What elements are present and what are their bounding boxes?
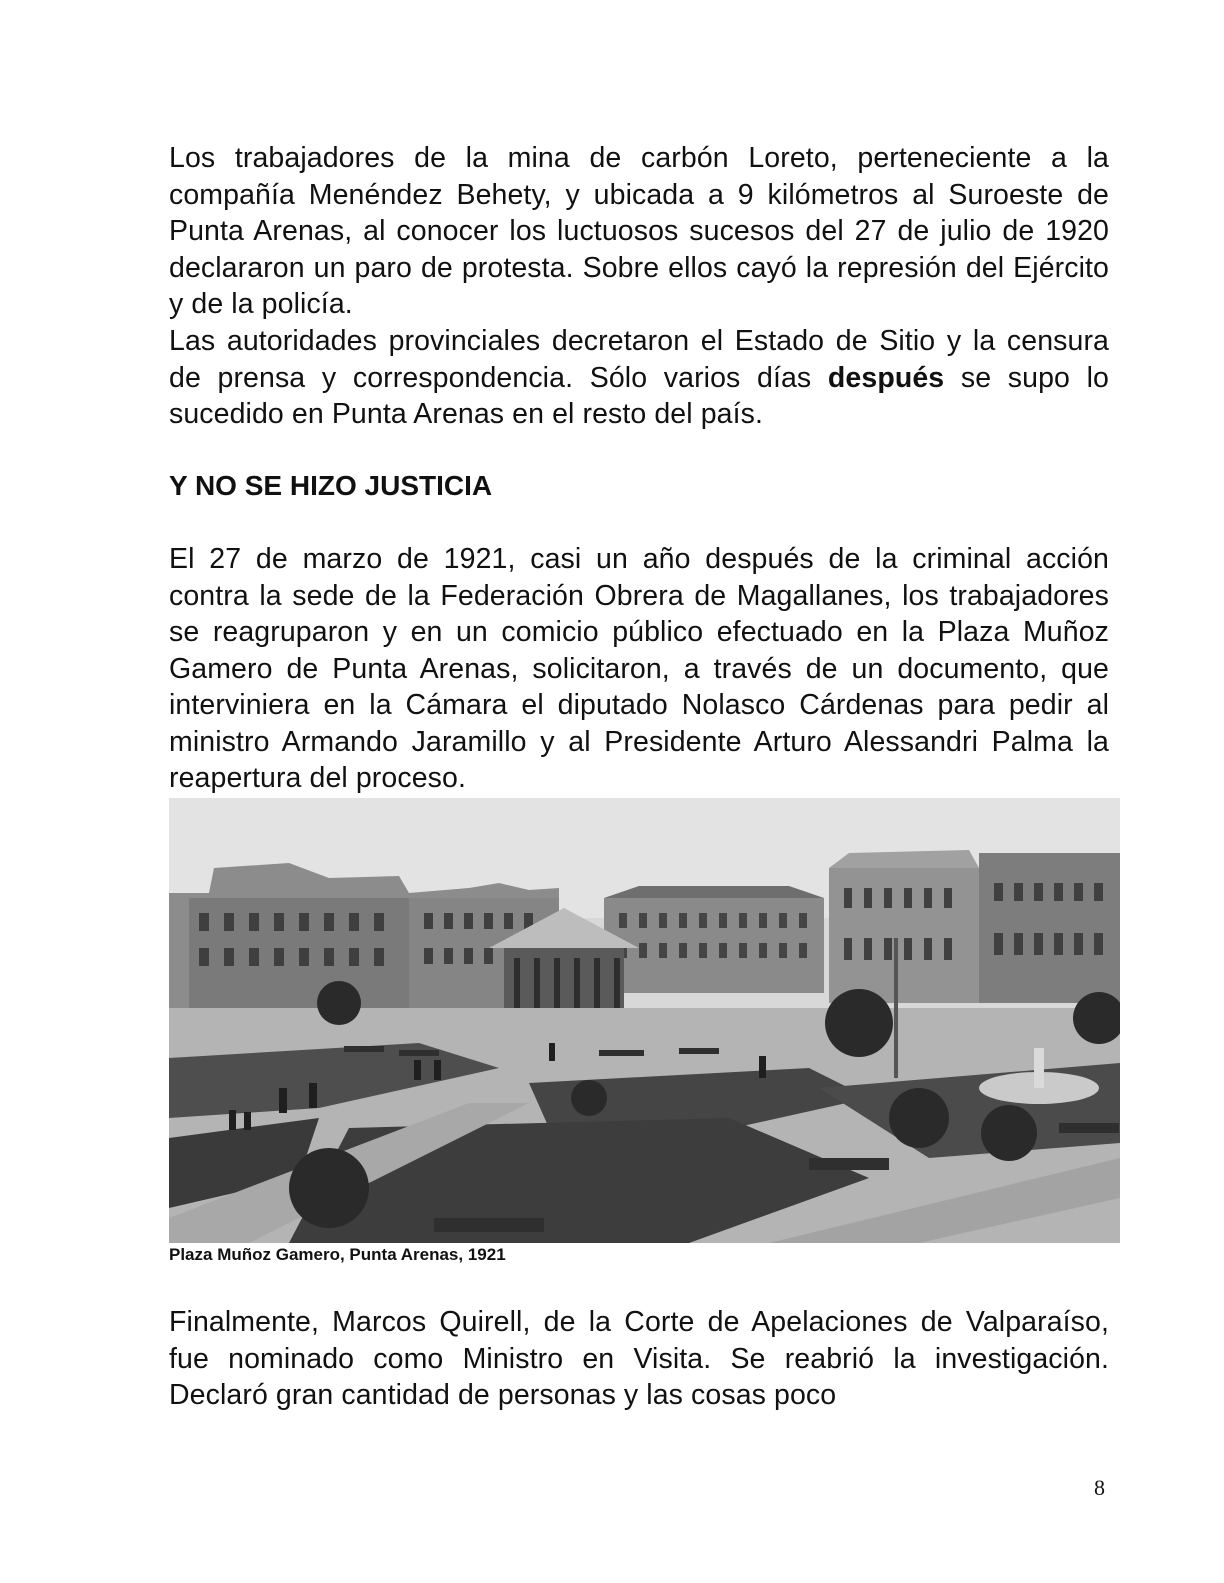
paragraph-2: [169, 323, 1109, 433]
page-number: 8: [1094, 1475, 1105, 1500]
photo-caption: Plaza Muñoz Gamero, Punta Arenas, 1921: [169, 1245, 506, 1264]
plaza-photograph: [169, 798, 1120, 1243]
paragraph-1: Los trabajadores de la mina de carbón Loreto, perteneciente a la compañía Menéndez Behety, y ubicada a 9 kilómetros al Suroeste de Punta Arenas, al conocer los luctuosos sucesos del 27 de julio de 1920 declararon un paro de protesta. Sobre ellos cayó la represión del Ejército y de la policía.: [169, 142, 1109, 320]
section-heading: Y NO SE HIZO JUSTICIA: [169, 470, 493, 501]
paragraph-3: El 27 de marzo de 1921, casi un año después de la criminal acción contra la sede de la Federación Obrera de Magallanes, los trabajadores se reagruparon y en un comicio público efectuado en la Plaza Muñoz Gamero de Punta Arenas, solicitaron, a través de un documento, que interviniera en la Cámara el diputado Nolasco Cárdenas para pedir al ministro Armando Jaramillo y al Presidente Arturo Alessandri Palma la reapertura del proceso.: [169, 543, 1109, 794]
paragraph-4: Finalmente, Marcos Quirell, de la Corte de Apelaciones de Valparaíso, fue nominado como Ministro en Visita. Se reabrió la investigación. Declaró gran cantidad de personas y las cosas poco: [169, 1306, 1109, 1411]
paragraph-2-text-end: se supo lo sucedido en Punta Arenas en el resto del país.: [169, 361, 1109, 430]
plaza-photograph-illustration: [169, 798, 1120, 1243]
paragraph-2-text-start: Las autoridades provinciales decretaron el Estado de Sitio y la censura de prensa y correspondencia. Sólo varios días: [169, 325, 1109, 394]
paragraph-2-bold-word: después: [827, 361, 945, 394]
